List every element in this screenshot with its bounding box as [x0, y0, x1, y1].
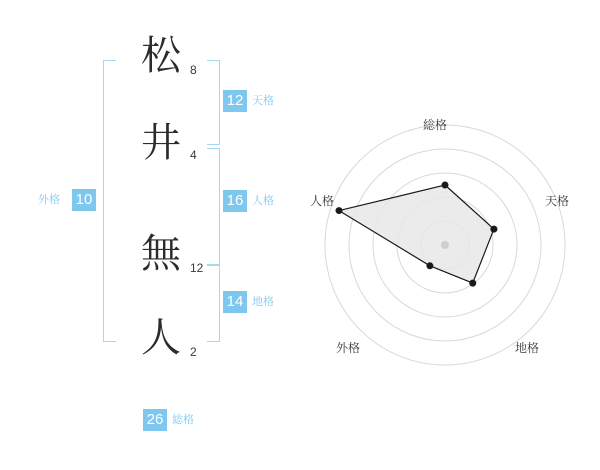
score-badge-tenkaku: 12: [223, 90, 247, 112]
score-label-soukaku: 総格: [172, 413, 194, 426]
radar-data-point: [469, 280, 476, 287]
score-badge-jinkaku: 16: [223, 190, 247, 212]
score-label-jinkaku: 人格: [252, 194, 274, 207]
radar-chart: [310, 110, 580, 380]
bracket-tenkaku: [207, 60, 220, 145]
radar-data-point: [490, 226, 497, 233]
score-badge-gaikaku: 10: [72, 189, 96, 211]
kanji-char-2: 井: [141, 120, 181, 166]
score-badge-soukaku: 26: [143, 409, 167, 431]
radar-data-point: [336, 207, 343, 214]
kanji-char-4: 人: [141, 315, 181, 361]
stroke-count-2: 4: [190, 148, 197, 162]
score-label-chikaku: 地格: [252, 295, 274, 308]
radar-data-point: [442, 182, 449, 189]
stroke-count-4: 2: [190, 345, 197, 359]
radar-axis-label-gaikaku: 外格: [336, 341, 361, 355]
bracket-outer-left: [103, 60, 116, 342]
stroke-count-3: 12: [190, 261, 204, 275]
radar-data-polygon: [339, 185, 494, 283]
radar-axis-label-tenkaku: 天格: [545, 194, 570, 208]
radar-axis-label-chikaku: 地格: [515, 341, 540, 355]
kanji-char-1: 松: [141, 33, 181, 79]
bracket-jinkaku: [207, 148, 220, 265]
score-badge-chikaku: 14: [223, 291, 247, 313]
radar-axis-label-jinkaku: 人格: [310, 194, 335, 208]
score-label-tenkaku: 天格: [252, 94, 274, 107]
stroke-count-1: 8: [190, 63, 197, 77]
radar-center-dot: [441, 241, 449, 249]
score-label-gaikaku: 外格: [38, 193, 60, 206]
kanji-char-3: 無: [141, 231, 181, 277]
bracket-chikaku: [207, 265, 220, 342]
radar-axis-label-soukaku: 総格: [423, 118, 448, 132]
radar-data-point: [426, 262, 433, 269]
